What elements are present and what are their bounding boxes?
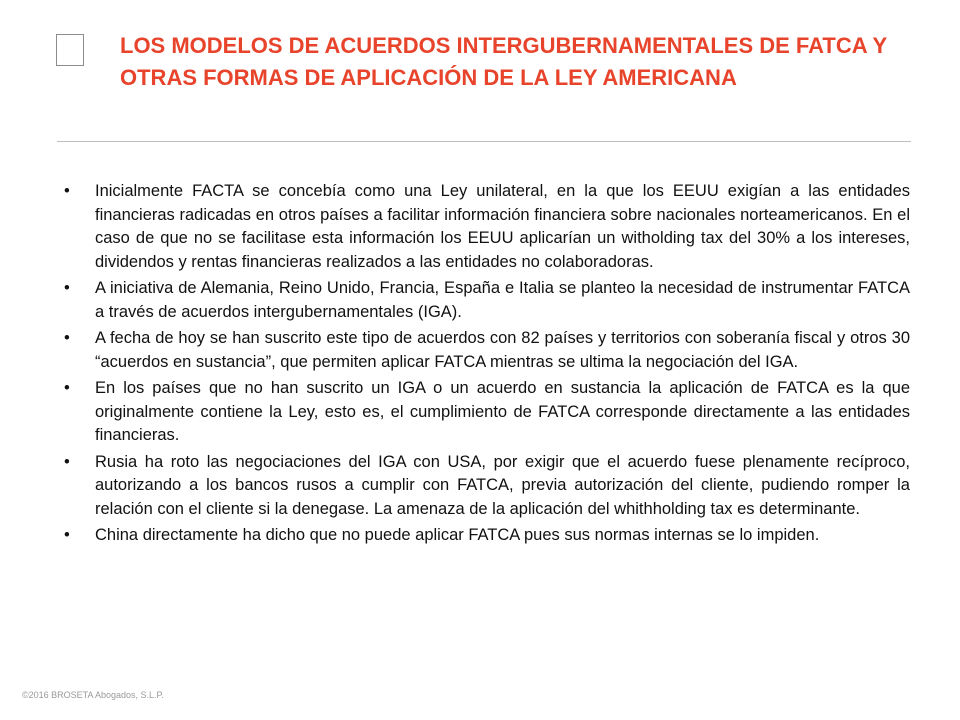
footer-copyright: ©2016 BROSETA Abogados, S.L.P.	[22, 690, 164, 700]
bullet-dot-icon: •	[64, 182, 70, 200]
bullet-item	[64, 451, 910, 522]
bullet-text: Rusia ha roto las negociaciones del IGA con USA, por exigir que el acuerdo fuese plenamente recíproco, autorizando a los bancos rusos a cumplir con FATCA, previa autorización del cliente, pudiendo romper la relación con el cliente si la denegase. La amenaza de la aplicación del whithholding tax es determinante.	[95, 452, 910, 518]
bullet-item	[64, 180, 910, 274]
slide-marker-box	[56, 34, 84, 66]
title-divider	[57, 141, 911, 142]
bullet-dot-icon: •	[64, 329, 70, 347]
bullet-text: A fecha de hoy se han suscrito este tipo de acuerdos con 82 países y territorios con soberanía fiscal y otros 30 “acuerdos en sustancia”, que permiten aplicar FATCA mientras se ultima la negociación del IGA.	[95, 329, 910, 371]
bullet-item	[64, 377, 910, 448]
bullet-item	[64, 277, 910, 324]
bullet-list	[64, 180, 910, 551]
bullet-dot-icon: •	[64, 279, 70, 297]
bullet-dot-icon: •	[64, 526, 70, 544]
bullet-item	[64, 327, 910, 374]
bullet-text: Inicialmente FACTA se concebía como una Ley unilateral, en la que los EEUU exigían a las entidades financieras radicadas en otros países a facilitar información financiera sobre nacionales norteamericanos. En el caso de que no se facilitase esta información los EEUU aplicarían un witholding tax del 30% a los intereses, dividendos y rentas financieras realizados a las entidades no colaboradoras.	[95, 182, 910, 271]
bullet-text: A iniciativa de Alemania, Reino Unido, Francia, España e Italia se planteo la necesidad de instrumentar FATCA a través de acuerdos intergubernamentales (IGA).	[95, 279, 910, 321]
bullet-dot-icon: •	[64, 379, 70, 397]
slide-title: LOS MODELOS DE ACUERDOS INTERGUBERNAMENTALES DE FATCA Y OTRAS FORMAS DE APLICACIÓN DE LA LEY AMERICANA	[120, 33, 887, 90]
bullet-text: En los países que no han suscrito un IGA o un acuerdo en sustancia la aplicación de FATCA es la que originalmente contiene la Ley, esto es, el cumplimiento de FATCA corresponde directamente a las entidades financieras.	[95, 379, 910, 444]
bullet-item	[64, 524, 910, 548]
bullet-text: China directamente ha dicho que no puede aplicar FATCA pues sus normas internas se lo impiden.	[95, 526, 820, 544]
bullet-dot-icon: •	[64, 452, 70, 471]
